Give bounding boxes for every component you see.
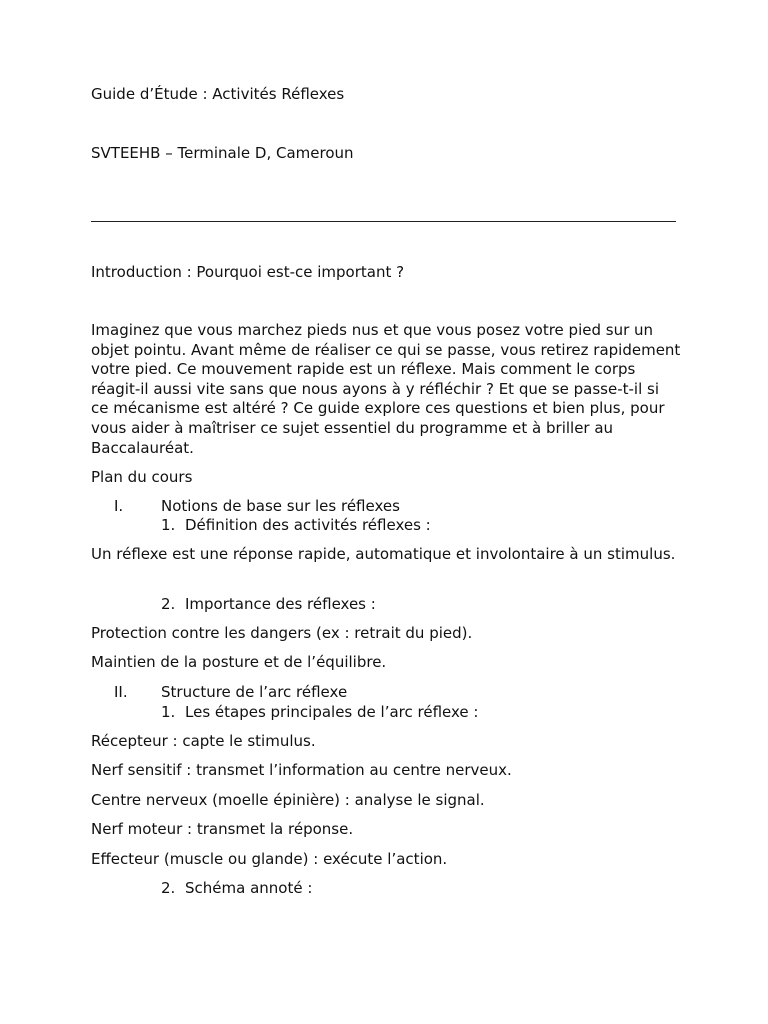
importance-item: Protection contre les dangers (ex : retrait du pied). [91,624,473,642]
plan-label: Plan du cours [91,468,193,486]
reflex-arc-step: Centre nerveux (moelle épinière) : analyse le signal. [91,791,485,809]
importance-item: Maintien de la posture et de l’équilibre. [91,653,387,671]
section-1-title: Notions de base sur les réflexes [161,497,400,515]
section-1-item-1-number: 1. [161,516,176,534]
reflex-arc-step: Effecteur (muscle ou glande) : exécute l’action. [91,850,448,868]
section-2-title: Structure de l’arc réflexe [161,683,348,701]
horizontal-divider [91,221,676,222]
definition-text: Un réflexe est une réponse rapide, automatique et involontaire à un stimulus. [91,545,676,563]
reflex-arc-step: Nerf moteur : transmet la réponse. [91,820,354,838]
section-1-item-2-title: Importance des réflexes : [185,595,376,613]
section-2-numeral: II. [114,683,128,701]
section-2-item-1-number: 1. [161,703,176,721]
section-2-item-2-number: 2. [161,879,176,897]
section-2-item-2-title: Schéma annoté : [185,879,313,897]
section-1-numeral: I. [114,497,124,515]
section-1-item-1-title: Définition des activités réflexes : [185,516,431,534]
reflex-arc-step: Nerf sensitif : transmet l’information au centre nerveux. [91,761,512,779]
document-subtitle: SVTEEHB – Terminale D, Cameroun [91,144,354,162]
reflex-arc-step: Récepteur : capte le stimulus. [91,732,316,750]
document-title: Guide d’Étude : Activités Réflexes [91,85,345,103]
intro-heading: Introduction : Pourquoi est-ce important ? [91,263,405,281]
section-2-item-1-title: Les étapes principales de l’arc réflexe : [185,703,479,721]
section-1-item-2-number: 2. [161,595,176,613]
intro-paragraph: Imaginez que vous marchez pieds nus et que vous posez votre pied sur un objet pointu. Avant même de réaliser ce qui se passe, vous retirez rapidement votre pied. Ce mouvement rapide est un réflexe. Mais comment le corps réagit-il aussi vite sans que nous ayons à y réfléchir ? Et que se passe-t-il si ce mécanisme est altéré ? Ce guide explore ces questions et bien plus, pour vous aider à maîtriser ce sujet essentiel du programme et à briller au Baccalauréat. [91,321,681,457]
